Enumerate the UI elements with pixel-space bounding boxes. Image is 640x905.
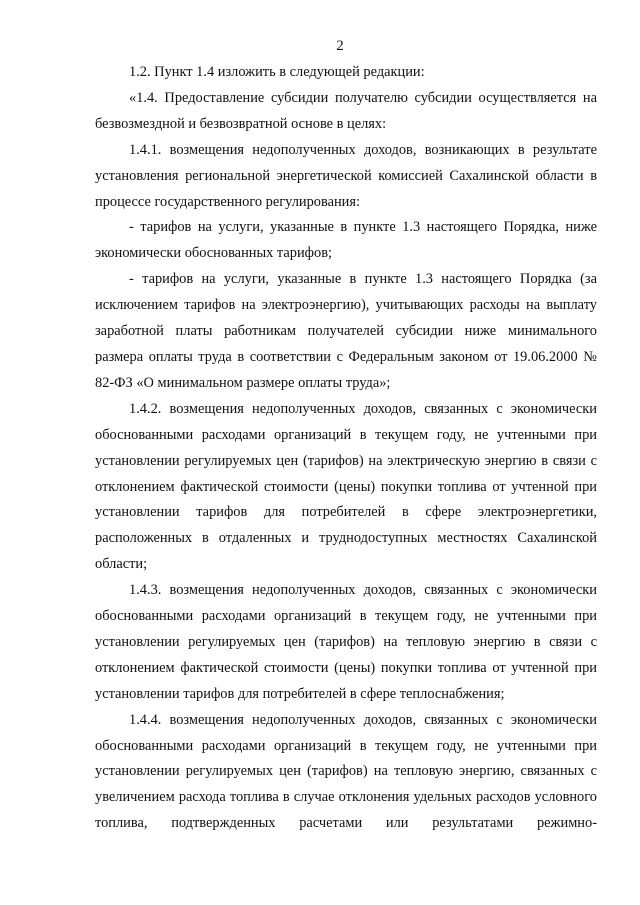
paragraph-1-4: «1.4. Предоставление субсидии получателю субсидии осуществляется на безвозмездной и безвозвратной основе в целях: (95, 89, 597, 132)
paragraph-1-4-4: 1.4.4. возмещения недополученных доходов, связанных с экономически обоснованными расходами организаций в текущем году, не учтенными при установлении регулируемых цен (тарифов) на тепловую энергию, связанных с увеличением расхода топлива в случае отклонения удельных расходов условного топлива, подтвержденных расчетами или результатами режимно- (95, 711, 597, 832)
paragraph-1-4-1: 1.4.1. возмещения недополученных доходов, возникающих в результате установления региональной энергетической комиссией Сахалинской области в процессе государственного регулирования: (95, 141, 597, 210)
page-number: 2 (336, 38, 344, 54)
paragraph-tariffs-minimum-wage: - тарифов на услуги, указанные в пункте 1.3 настоящего Порядка (за исключением тарифов на электроэнергию), учитывающих расходы на выплату заработной платы работникам получателей субсидии ниже минимального размера оплаты труда в соответствии с Федеральным законом от 19.06.2000 № 82-ФЗ «О минимальном размере оплаты труда»; (95, 271, 597, 391)
paragraph-1-4-3: 1.4.3. возмещения недополученных доходов, связанных с экономически обоснованными расходами организаций в текущем году, не учтенными при установлении регулируемых цен (тарифов) на тепловую энергию в связи с отклонением фактической стоимости (цены) покупки топлива от учтенной при установлении тарифов для потребителей в сфере теплоснабжения; (95, 582, 597, 702)
paragraph-1-2: 1.2. Пункт 1.4 изложить в следующей редакции: (129, 64, 425, 80)
paragraph-1-4-2: 1.4.2. возмещения недополученных доходов, связанных с экономически обоснованными расходами организаций в текущем году, не учтенными при установлении регулируемых цен (тарифов) на электрическую энергию в связи с отклонением фактической стоимости (цены) покупки топлива от учтенной при установлении тарифов для потребителей в сфере электроэнергетики, расположенных в отдаленных и труднодоступных местностях Сахалинской области; (95, 400, 597, 573)
paragraph-tariffs-below-justified: - тарифов на услуги, указанные в пункте 1.3 настоящего Порядка, ниже экономически обоснованных тарифов; (95, 219, 597, 262)
document-body (95, 60, 597, 837)
